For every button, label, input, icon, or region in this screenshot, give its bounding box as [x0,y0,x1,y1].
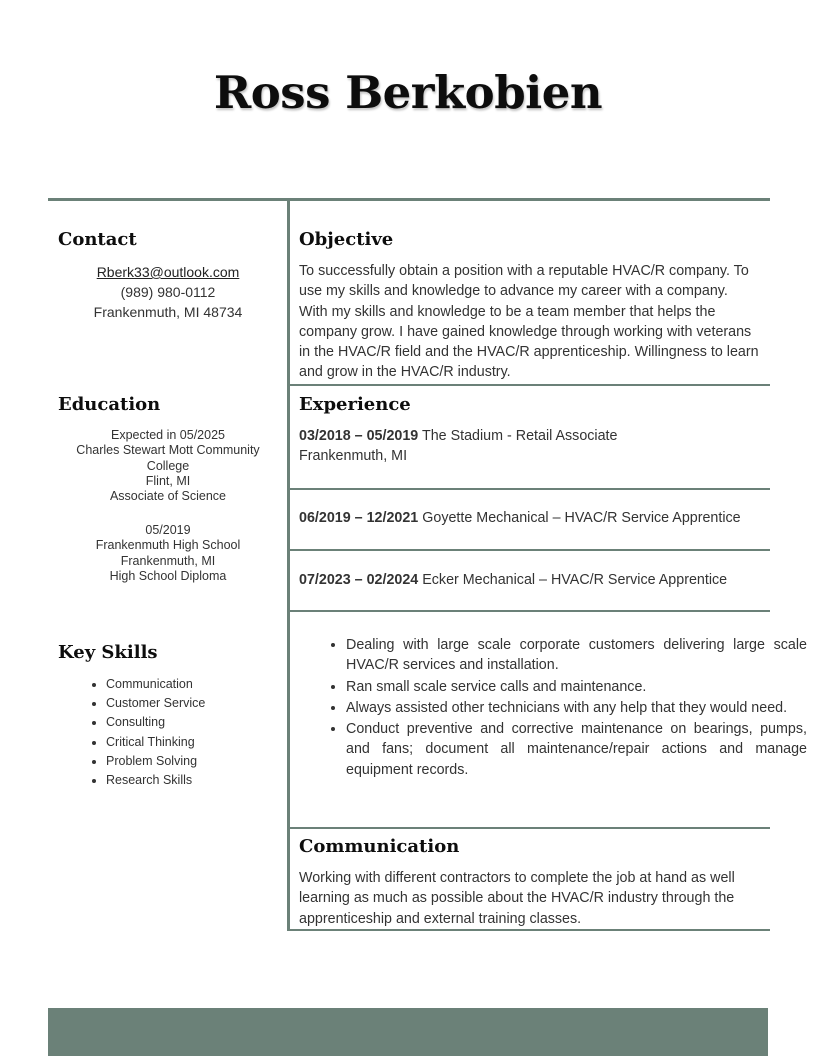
education-school: Charles Stewart Mott Community College [76,443,260,473]
list-item: • Research Skills [106,771,205,790]
phone-number: (989) 980-0112 [120,284,216,300]
education-date: Expected in 05/2025 [111,428,225,442]
list-item: • Always assisted other technicians with any help that they would need. [346,698,807,718]
section-divider [289,549,770,551]
job-dates: 06/2019 – 12/2021 [299,510,419,526]
communication-heading: Communication [299,836,460,857]
email-link[interactable]: Rberk33@outlook.com [96,264,240,280]
list-item: • Ran small scale service calls and maintenance. [346,677,807,697]
job-entry [299,426,764,466]
education-date: 05/2019 [145,523,191,537]
job-dates: 03/2018 – 05/2019 [299,428,419,444]
location: Frankenmuth, MI 48734 [93,304,243,320]
education-degree: Associate of Science [109,489,227,504]
list-item: • Customer Service [106,694,205,713]
contact-heading: Contact [58,229,137,250]
list-item: • Consulting [106,713,205,732]
job-location: Frankenmuth, MI [299,448,408,464]
list-item: • Problem Solving [106,752,205,771]
section-divider [289,488,770,490]
job-title: The Stadium - Retail Associate [421,428,618,444]
section-divider [289,610,770,612]
column-divider [287,200,290,931]
skills-list [58,675,205,790]
education-place: Flint, MI [145,473,191,488]
list-item: • Critical Thinking [106,733,205,752]
job-title: Goyette Mechanical – HVAC/R Service Apprentice [422,510,741,526]
duties-list [299,635,807,781]
list-item: • Conduct preventive and corrective maintenance on bearings, pumps, and fans; document all maintenance/repair actions and manage equipment records. [346,719,807,780]
education-place: Frankenmuth, MI [120,553,216,568]
list-item: • Dealing with large scale corporate customers delivering large scale HVAC/R services and installation. [346,635,807,676]
education-heading: Education [58,394,161,415]
education-school: Frankenmuth High School [95,538,241,553]
education-degree: High School Diploma [109,568,227,583]
bottom-divider [289,929,770,931]
skills-heading: Key Skills [58,642,158,663]
communication-text: Working with different contractors to complete the job at hand as well learning as much as possible about the HVAC/R industry through the apprenticeship and external training classes. [299,870,735,927]
footer-band [48,1008,768,1056]
experience-heading: Experience [299,394,411,415]
resume-name: Ross Berkobien [213,66,603,119]
section-divider [289,384,770,386]
job-entry [299,570,764,590]
job-dates: 07/2023 – 02/2024 [299,572,419,588]
top-divider [48,198,770,201]
contact-block [58,262,278,322]
list-item: • Communication [106,675,205,694]
education-entry [58,428,278,504]
job-title: Ecker Mechanical – HVAC/R Service Apprentice [422,572,728,588]
education-entry [58,523,278,584]
objective-text: To successfully obtain a position with a reputable HVAC/R company. To use my skills and knowledge to advance my career with a company. With my skills and knowledge to be a team member that helps the company grow. I have gained knowledge through working with veterans in the HVAC/R field and the HVAC/R apprenticeship. Willingness to learn and grow in the HVAC/R industry. [299,263,759,381]
objective-heading: Objective [299,229,394,250]
section-divider [289,827,770,829]
job-entry [299,508,764,528]
